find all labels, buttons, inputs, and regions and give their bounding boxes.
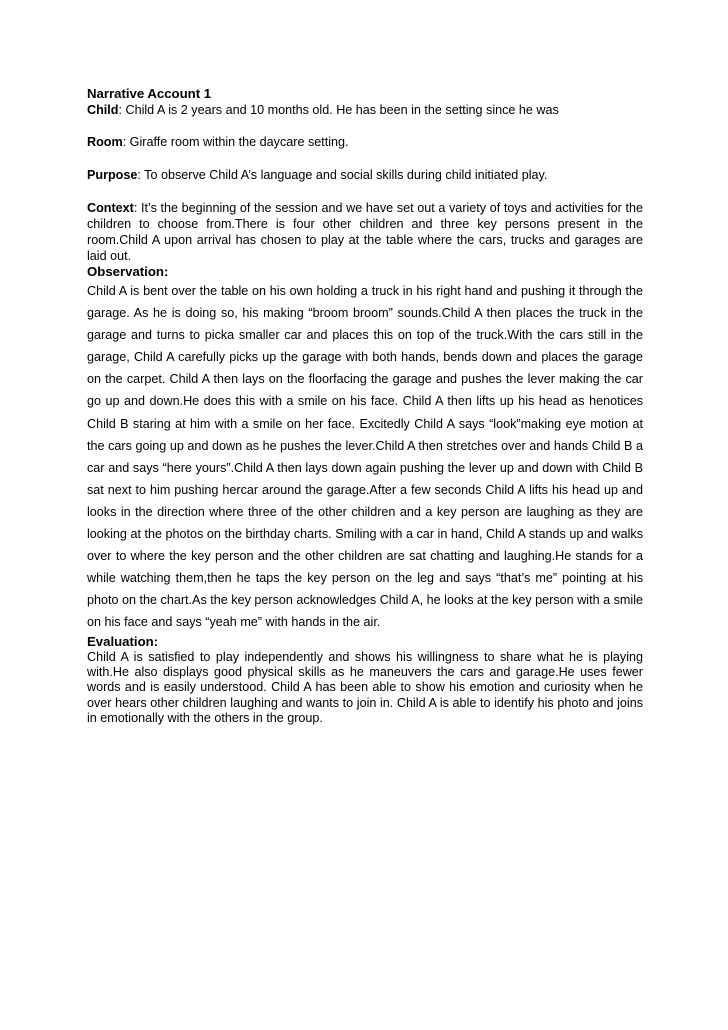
evaluation-heading: Evaluation:: [87, 633, 159, 649]
room-label: Room: [87, 135, 123, 149]
purpose-text: : To observe Child A’s language and social skills during child initiated play.: [137, 168, 548, 182]
purpose-label: Purpose: [87, 168, 138, 182]
room-text: : Giraffe room within the daycare setting.: [122, 135, 349, 149]
child-label: Child: [87, 103, 119, 117]
observation-text: Child A is bent over the table on his own holding a truck in his right hand and pushing it through the garage. As he is doing so, his making “broom broom” sounds.Child A then places the truck in the garage and turns to picka smaller car and places this on top of the truck.With the cars still in the garage, Child A carefully picks up the garage with both hands, bends down and places the garage on the carpet. Child A then lays on the floorfacing the garage and pushes the lever making the car go up and down.He does this with a smile on his face. Child A then lifts up his head as henotices Child B staring at him with a smile on her face. Excitedly Child A says “look”making eye motion at the cars going up and down as he pushes the lever.Child A then stretches over and hands Child B a car and says “here yours”.Child A then lays down again pushing the lever up and down with Child B sat next to him pushing hercar around the garage.After a few seconds Child A lifts his head up and looks in the direction where three of the other children and a key person are laughing as they are looking at the photos on the birthday charts. Smiling with a car in hand, Child A stands up and walks over to where the key person and the other children are sat chatting and laughing.He stands for a while watching them,then he taps the key person on the leg and says “that’s me” pointing at his photo on the chart.As the key person acknowledges Child A, he looks at the key person with a smile on his face and says “yeah me” with hands in the air.: [87, 284, 643, 630]
document-page: [87, 86, 643, 727]
evaluation-text: Child A is satisfied to play independently and shows his willingness to share what he is playing with.He also displays good physical skills as he maneuvers the cars and garage.He uses fewer words and is easily understood. Child A has been able to show his emotion and curiosity when he over hears other children laughing and wants to join in. Child A is able to identify his photo and joins in emotionally with the others in the group.: [87, 649, 643, 726]
observation-heading: Observation:: [87, 264, 169, 279]
room-paragraph: [87, 134, 643, 150]
purpose-paragraph: [87, 167, 643, 183]
context-label: Context: [87, 201, 134, 215]
context-text: : It’s the beginning of the session and we have set out a variety of toys and activities for the children to choose from.There is four other children and three key persons present in the room.Child A upon arrival has chosen to play at the table where the cars, trucks and garages are laid out.: [87, 201, 643, 263]
child-text: : Child A is 2 years and 10 months old. He has been in the setting since he was: [118, 103, 559, 117]
document-title: Narrative Account 1: [87, 86, 212, 101]
context-paragraph: [87, 200, 643, 264]
child-paragraph: [87, 102, 643, 118]
